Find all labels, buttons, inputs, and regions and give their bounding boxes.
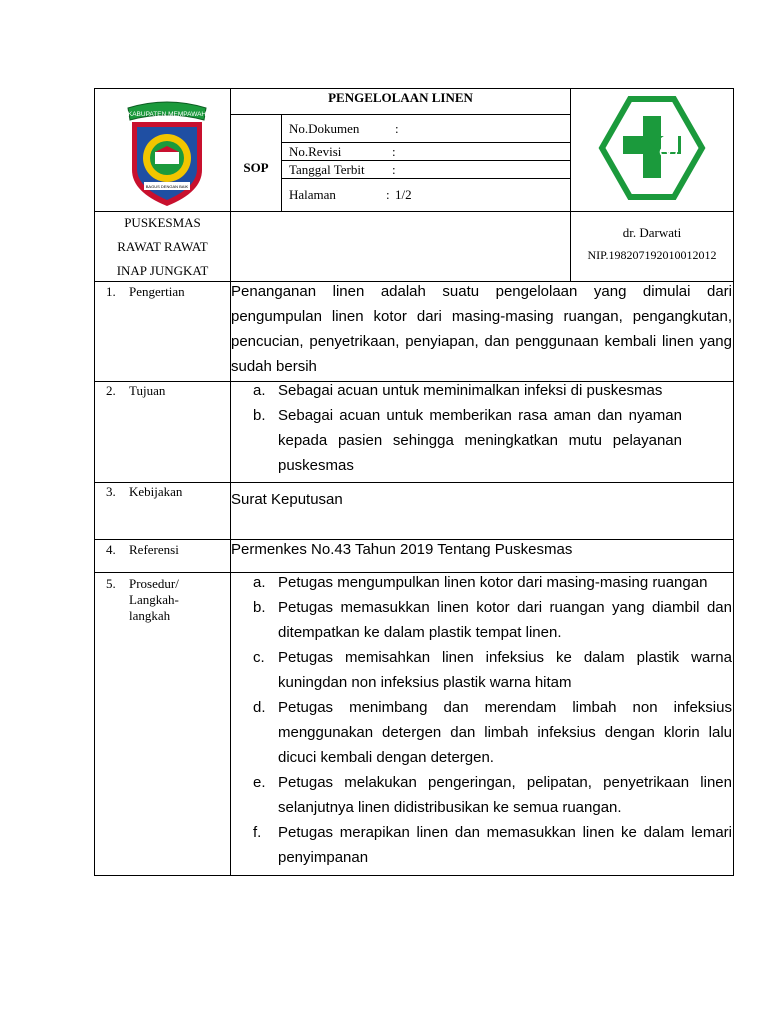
svg-text:KABUPATEN MEMPAWAH: KABUPATEN MEMPAWAH <box>127 111 207 118</box>
list-item-text: Petugas menimbang dan merendam limbah non infeksius menggunakan detergen dan limbah infeksius dengan klorin lalu dicuci kembali dengan detergen. <box>278 699 732 766</box>
tujuan-list <box>231 378 732 478</box>
list-item <box>231 770 732 820</box>
list-item <box>231 378 732 403</box>
list-marker: b. <box>253 407 266 424</box>
signatory-nip: NIP.198207192010012012 <box>587 248 717 262</box>
section-title: Tujuan <box>129 383 166 398</box>
list-item-text: Sebagai acuan untuk meminimalkan infeksi di puskesmas <box>278 382 663 399</box>
prosedur-list <box>231 570 732 870</box>
section-title <box>129 576 179 624</box>
list-marker: e. <box>253 774 266 791</box>
list-marker: c. <box>253 649 265 666</box>
sop-label: SOP <box>243 160 269 175</box>
kabupaten-mempawah-crest-logo <box>126 100 208 210</box>
doc-field-value: 1/2 <box>395 187 412 202</box>
list-item <box>231 695 732 770</box>
list-item-text: Petugas memisahkan linen infeksius ke dalam plastik warna kuningdan non infeksius plastik warna hitam <box>278 649 732 691</box>
document-title: PENGELOLAAN LINEN <box>328 90 473 105</box>
svg-text:BAGUS DENGAN BAIK: BAGUS DENGAN BAIK <box>145 184 189 189</box>
list-item-text: Petugas melakukan pengeringan, pelipatan, penyetrikaan linen selanjutnya linen didistribusikan ke semua ruangan. <box>278 774 732 816</box>
section-title: Referensi <box>129 542 179 557</box>
list-item-text: Petugas merapikan linen dan memasukkan linen ke dalam lemari penyimpanan <box>278 824 732 866</box>
section-number: 3. <box>106 484 116 499</box>
doc-field-label: No.Dokumen <box>289 121 360 136</box>
organization-name-line: PUSKESMAS <box>124 215 201 230</box>
doc-field-label: Tanggal Terbit <box>289 162 365 177</box>
section-number: 2. <box>106 383 116 398</box>
section-title-line: Prosedur/ <box>129 576 179 591</box>
list-item-text: Petugas memasukkan linen kotor dari ruangan yang diambil dan ditempatkan ke dalam plastik tempat linen. <box>278 599 732 641</box>
list-marker: f. <box>253 824 262 841</box>
list-marker: a. <box>253 574 266 591</box>
doc-field-label: Halaman <box>289 187 336 202</box>
section-text: Penanganan linen adalah suatu pengelolaan yang dimulai dari pengumpulan linen kotor dari masing-masing ruangan, pengangkutan, pencucian, penyetrikaan, penyiapan, dan penggunaan kembali linen yang sudah bersih <box>231 283 732 375</box>
organization-name-line: RAWAT RAWAT <box>117 239 208 254</box>
section-title-line: langkah <box>129 608 171 623</box>
doc-field-separator: : <box>395 121 399 136</box>
list-item <box>231 570 732 595</box>
organization-name-line: INAP JUNGKAT <box>116 263 209 278</box>
signatory-name: dr. Darwati <box>622 225 682 240</box>
section-number: 5. <box>106 576 116 591</box>
list-marker: b. <box>253 599 266 616</box>
list-marker: a. <box>253 382 266 399</box>
list-item <box>231 595 732 645</box>
section-title-line: Langkah- <box>129 592 179 607</box>
section-text: Surat Keputusan <box>231 491 343 508</box>
list-item <box>231 403 732 478</box>
list-item-text: Sebagai acuan untuk memberikan rasa aman dan nyaman kepada pasien sehingga meningkatkan mutu pelayanan puskesmas <box>278 407 682 474</box>
section-text: Permenkes No.43 Tahun 2019 Tentang Puskesmas <box>231 541 573 558</box>
doc-field-separator: : <box>392 144 396 159</box>
doc-field-separator: : <box>392 162 396 177</box>
list-marker: d. <box>253 699 266 716</box>
section-title: Pengertian <box>129 284 185 299</box>
section-number: 4. <box>106 542 116 557</box>
list-item <box>231 820 732 870</box>
doc-field-label: No.Revisi <box>289 144 342 159</box>
section-number: 1. <box>106 284 116 299</box>
puskesmas-logo <box>598 96 706 200</box>
doc-field-separator: : <box>386 187 390 202</box>
list-item <box>231 645 732 695</box>
organization-name <box>95 211 230 283</box>
section-title: Kebijakan <box>129 484 183 499</box>
list-item-text: Petugas mengumpulkan linen kotor dari masing-masing ruangan <box>278 574 708 591</box>
